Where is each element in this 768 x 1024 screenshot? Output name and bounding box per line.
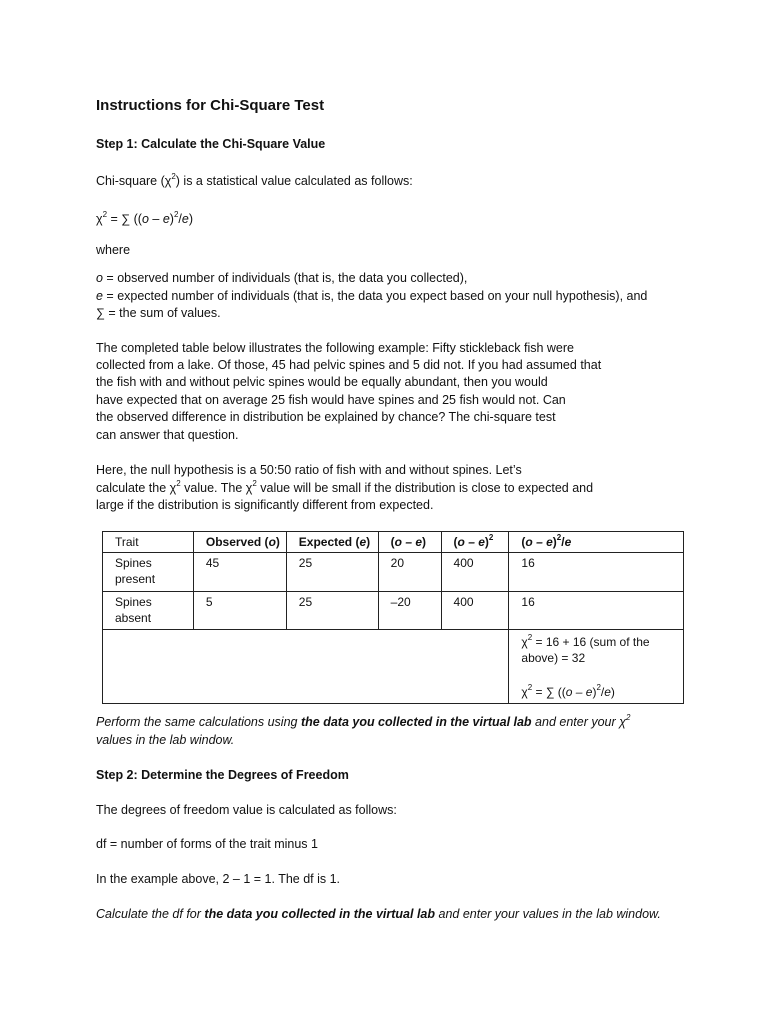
header-text: e	[564, 535, 572, 549]
definition-sum: ∑ = the sum of values.	[96, 306, 221, 320]
example-paragraph-line: The completed table below illustrates the following example: Fifty stickleback fish were	[96, 341, 574, 355]
superscript: 2	[488, 533, 494, 542]
formula-part: /	[600, 685, 605, 699]
cell-trait	[103, 592, 194, 630]
hypothesis-text: value. The χ	[180, 481, 253, 495]
definition-e	[96, 288, 647, 304]
header-text: )	[275, 535, 280, 549]
superscript: 2	[527, 683, 533, 692]
chi-square-intro	[96, 173, 413, 189]
table-sum-row	[103, 630, 684, 704]
instruction-emphasis: the data you collected in the virtual lab	[204, 907, 436, 921]
formula-part: = ∑ ((	[107, 212, 142, 226]
df-example: In the example above, 2 – 1 = 1. The df is 1.	[96, 872, 341, 886]
header-text: o – e	[525, 535, 553, 549]
example-paragraph-line: have expected that on average 25 fish would have spines and 25 fish would not. Can	[96, 393, 566, 407]
formula-part: )	[610, 685, 615, 699]
formula-part: = ∑ ((	[532, 685, 566, 699]
hypothesis-line	[96, 480, 593, 496]
variable: e	[96, 289, 103, 303]
intro-text: ) is a statistical value calculated as follows:	[175, 174, 413, 188]
page-title: Instructions for Chi-Square Test	[96, 97, 325, 114]
cell-chi-square-sum	[509, 630, 684, 704]
superscript: 2	[102, 209, 108, 219]
trait-text: Spines	[115, 556, 152, 570]
cell-difference: –20	[378, 592, 441, 630]
header-text: )	[422, 535, 427, 549]
trait-text: present	[115, 572, 156, 586]
formula-part: )	[592, 685, 597, 699]
superscript: 2	[556, 533, 562, 542]
instruction-text: and enter your χ	[531, 715, 626, 729]
variable: o	[96, 271, 103, 285]
instruction-emphasis: the data you collected in the virtual lab	[300, 715, 532, 729]
hypothesis-text: calculate the χ	[96, 481, 177, 495]
cell-difference-squared: 400	[441, 592, 509, 630]
header-text: o – e	[394, 535, 423, 549]
sum-text: χ	[521, 635, 528, 649]
instruction-text: Calculate the df for	[96, 907, 205, 921]
step2-heading: Step 2: Determine the Degrees of Freedom	[96, 768, 349, 782]
table-row	[103, 553, 684, 592]
header-text: (	[453, 535, 458, 549]
cell-chi-component: 16	[509, 553, 684, 592]
formula-part: e	[181, 212, 189, 226]
header-text: /	[561, 535, 565, 549]
cell-difference-squared: 400	[441, 553, 509, 592]
header-text: Observed (	[205, 535, 269, 549]
formula-part: o – e	[141, 212, 170, 226]
header-text: (	[390, 535, 395, 549]
header-text: )	[484, 535, 489, 549]
sum-line	[521, 634, 683, 650]
definition-o	[96, 270, 467, 286]
example-paragraph-line: can answer that question.	[96, 428, 239, 442]
sum-formula	[521, 684, 683, 700]
header-difference-squared	[441, 532, 509, 553]
sum-text: = 16 + 16 (sum of the	[532, 635, 650, 649]
formula-part: )	[169, 212, 174, 226]
header-text: )	[552, 535, 557, 549]
cell-expected: 25	[286, 592, 378, 630]
definition-text: = observed number of individuals (that is, the data you collected),	[102, 271, 468, 285]
trait-text: absent	[115, 611, 152, 625]
intro-text: Chi-square (χ	[96, 174, 172, 188]
header-text: o	[268, 535, 276, 549]
formula-part: o – e	[565, 685, 593, 699]
cell-observed: 45	[193, 553, 286, 592]
trait-text: Spines	[115, 595, 152, 609]
cell-trait	[103, 553, 194, 592]
instruction-text: and enter your values in the lab window.	[435, 907, 661, 921]
chi-square-formula	[96, 211, 193, 227]
header-expected	[286, 532, 378, 553]
cell-observed: 5	[193, 592, 286, 630]
superscript: 2	[173, 209, 179, 219]
superscript: 2	[527, 633, 533, 642]
chi-square-table	[102, 531, 684, 704]
df-text: The degrees of freedom value is calculated as follows:	[96, 803, 397, 817]
formula-part: e	[604, 685, 611, 699]
superscript: 2	[596, 683, 601, 692]
superscript: 2	[176, 478, 181, 488]
header-trait: Trait	[103, 532, 194, 553]
superscript: 2	[171, 171, 176, 181]
hypothesis-text: value will be small if the distribution is close to expected and	[256, 481, 594, 495]
header-text: o – e	[457, 535, 485, 549]
cell-difference: 20	[378, 553, 441, 592]
formula-part: χ	[96, 212, 103, 226]
cell-chi-component: 16	[509, 592, 684, 630]
header-text: e	[359, 535, 367, 549]
instruction-line: values in the lab window.	[96, 733, 235, 747]
cell-expected: 25	[286, 553, 378, 592]
header-observed	[193, 532, 286, 553]
hypothesis-line: Here, the null hypothesis is a 50:50 ratio of fish with and without spines. Let’s	[96, 463, 522, 477]
header-difference	[378, 532, 441, 553]
step1-heading: Step 1: Calculate the Chi-Square Value	[96, 137, 326, 151]
formula-part: )	[188, 212, 194, 226]
sum-line: above) = 32	[521, 651, 586, 665]
example-paragraph-line: collected from a lake. Of those, 45 had pelvic spines and 5 did not. If you had assumed that	[96, 358, 602, 372]
where-label: where	[96, 243, 131, 257]
formula-part: χ	[521, 685, 528, 699]
superscript: 2	[625, 712, 631, 722]
header-text: )	[366, 535, 371, 549]
header-chi-component	[509, 532, 684, 553]
df-formula: df = number of forms of the trait minus 1	[96, 837, 318, 851]
header-text: Expected (	[298, 535, 360, 549]
formula-part: /	[178, 212, 182, 226]
instruction-text: Perform the same calculations using	[96, 715, 301, 729]
hypothesis-line: large if the distribution is significantly different from expected.	[96, 498, 434, 512]
empty-merged-cell	[103, 630, 509, 704]
instruction-line	[96, 906, 661, 922]
table-row	[103, 592, 684, 630]
header-text: (	[521, 535, 526, 549]
example-paragraph-line: the fish with and without pelvic spines would be equally abundant, then you would	[96, 375, 548, 389]
instruction-line	[96, 714, 630, 730]
superscript: 2	[252, 478, 257, 488]
table-header-row	[103, 532, 684, 553]
example-paragraph-line: the observed difference in distribution be explained by chance? The chi-square test	[96, 410, 556, 424]
definition-text: = expected number of individuals (that is, the data you expect based on your null hypothesis), and	[102, 289, 648, 303]
